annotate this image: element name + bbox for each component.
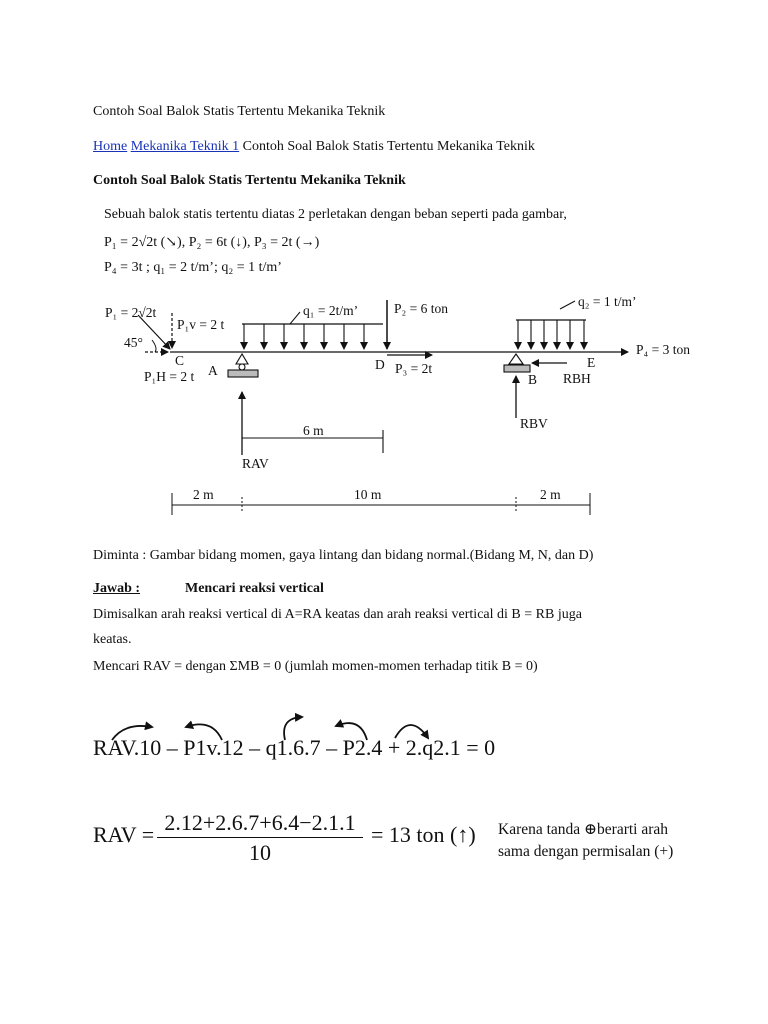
label-p4: P₄ = 3 ton: [636, 342, 690, 357]
support-a: [228, 354, 258, 377]
equation-rav-result: = 13 ton (↑): [371, 822, 476, 847]
problem-loads-line-2: P₄ = 3t ; q₁ = 2 t/m’; q₂ = 1 t/m’: [104, 260, 282, 275]
label-p3: P₃ = 2t: [395, 361, 433, 376]
breadcrumb-current: Contoh Soal Balok Statis Tertentu Mekanika Teknik: [242, 139, 535, 154]
breadcrumb-home-link[interactable]: Home: [93, 139, 128, 154]
label-rbv: RBV: [520, 416, 548, 431]
label-p1h: P₁H = 2 t: [144, 369, 195, 384]
fraction-bar: [157, 837, 363, 838]
article-heading: Contoh Soal Balok Statis Tertentu Mekanika Teknik: [93, 173, 406, 188]
answer-label: Jawab :: [93, 581, 141, 596]
label-point-b: B: [528, 372, 538, 387]
assumption-line: Dimisalkan arah reaksi vertical di A=RA keatas dan arah reaksi vertical di B = RB juga: [93, 607, 582, 622]
label-p2: P₂ = 6 ton: [394, 301, 448, 316]
page-title: Contoh Soal Balok Statis Tertentu Mekanika Teknik: [93, 104, 386, 119]
label-dim-2m-left: 2 m: [193, 487, 214, 502]
label-dim-2m-right: 2 m: [540, 487, 561, 502]
equation-rav-lhs: RAV =: [93, 822, 155, 847]
label-q1: q₁ = 2t/m’: [303, 303, 359, 318]
find-rav-text: Mencari RAV = dengan ΣMB = 0 (jumlah momen-momen terhadap titik B = 0): [93, 659, 538, 674]
label-point-d: D: [375, 357, 385, 372]
problem-loads-line: P₁ = 2√2t (↘), P₂ = 6t (↓), P₃ = 2t (→): [104, 235, 320, 250]
support-b: [504, 354, 530, 372]
breadcrumb-category-link[interactable]: Mekanika Teknik 1: [130, 139, 240, 154]
label-dim-6m: 6 m: [303, 423, 324, 438]
label-dim-10m: 10 m: [354, 487, 382, 502]
label-point-a: A: [208, 363, 218, 378]
remark-line-1: Karena tanda ⊕berarti arah: [498, 821, 669, 838]
label-angle: 45°: [124, 335, 143, 350]
label-p1: P₁ = 2√2t: [105, 305, 157, 320]
q1-load-arrows: [244, 324, 364, 349]
equation-moment-b: RAV.10 – P1v.12 – q1.6.7 – P2.4 + 2.q2.1 = 0: [93, 735, 496, 760]
assumption-line-2: keatas.: [93, 632, 132, 647]
answer-header: [93, 581, 140, 597]
label-point-e: E: [587, 355, 596, 370]
label-point-c: C: [175, 353, 185, 368]
q2-load-arrows: [518, 320, 584, 349]
label-rbh: RBH: [563, 371, 591, 386]
answer-section-title: Mencari reaksi vertical: [185, 581, 324, 596]
angle-arc: [152, 340, 156, 352]
remark-line-2: sama dengan permisalan (+): [498, 843, 674, 860]
equation-rav-denominator: 10: [249, 840, 271, 865]
asked-text: Diminta : Gambar bidang momen, gaya lintang dan bidang normal.(Bidang M, N, dan D): [93, 548, 594, 563]
label-p1v: P₁v = 2 t: [177, 317, 225, 332]
label-rav: RAV: [242, 456, 269, 471]
equation-rav-numerator: 2.12+2.6.7+6.4−2.1.1: [164, 810, 356, 835]
breadcrumb: [93, 139, 535, 155]
label-q2: q₂ = 1 t/m’: [578, 294, 637, 309]
beam-diagram: [0, 285, 768, 525]
problem-intro: Sebuah balok statis tertentu diatas 2 perletakan dengan beban seperti pada gambar,: [104, 207, 567, 222]
